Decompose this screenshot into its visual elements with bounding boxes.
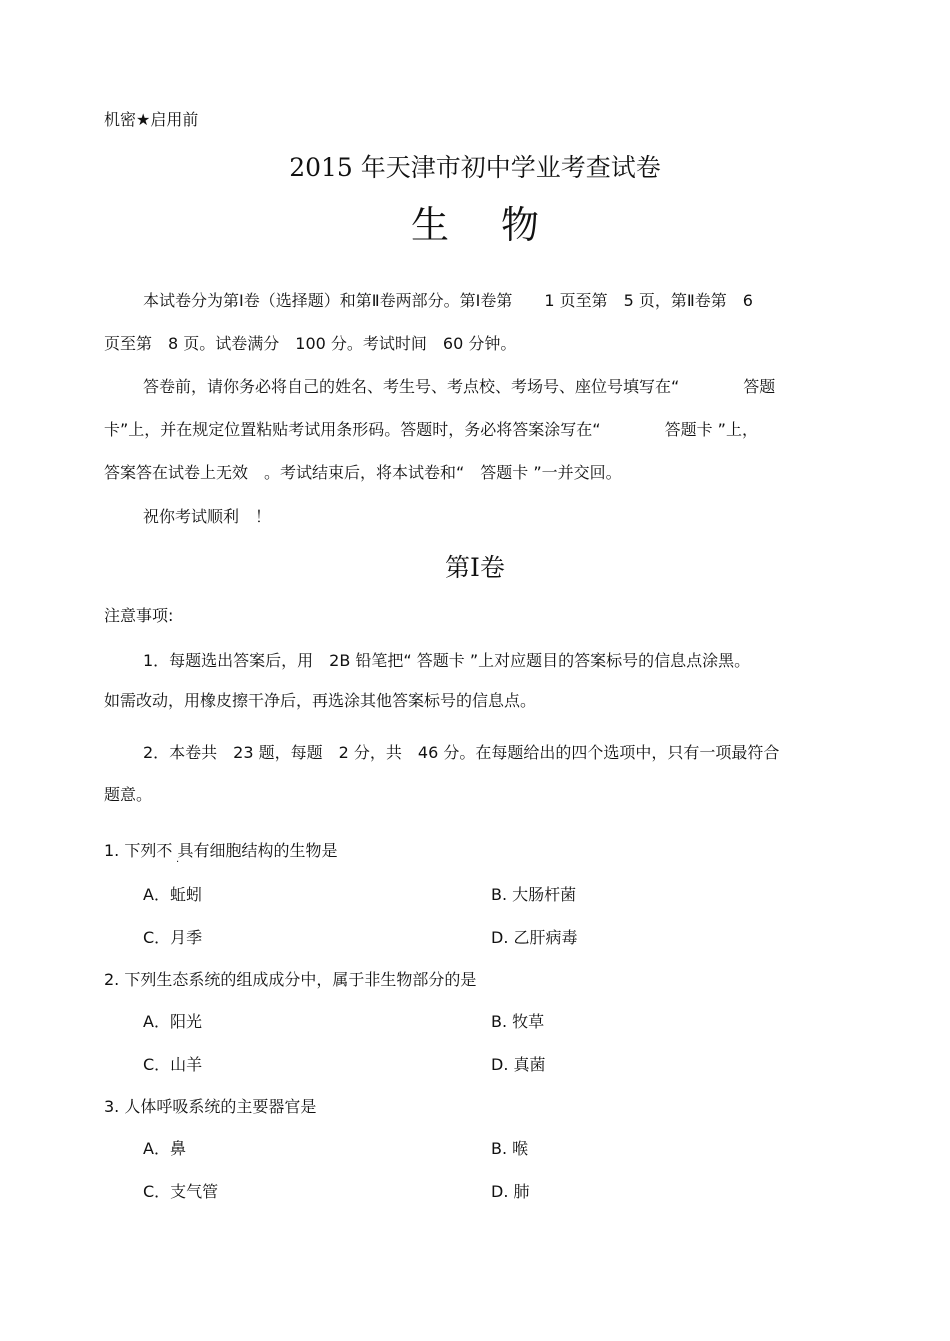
question-1-option-d: D. 乙肝病毒 <box>491 928 578 947</box>
question-2-stem: 2. 下列生态系统的组成成分中，属于非生物部分的是 <box>104 970 477 989</box>
notes-heading: 注意事项: <box>104 606 174 625</box>
confidential-mark: 机密★启用前 <box>104 110 199 129</box>
question-1-option-c: C．月季 <box>143 928 203 947</box>
question-2-option-a: A．阳光 <box>143 1012 202 1031</box>
instruction-paragraph-1-line-2: 页至第 8 页。试卷满分 100 分。考试时间 60 分钟。 <box>104 334 517 353</box>
emphasis-dot: · <box>176 857 180 868</box>
instruction-paragraph-2-line-1: 答卷前，请你务必将自己的姓名、考生号、考点校、考场号、座位号填写在“ 答题 <box>143 377 776 396</box>
question-2-option-b: B. 牧草 <box>491 1012 545 1031</box>
exam-title: 2015 年天津市初中学业考查试卷 <box>289 153 661 182</box>
question-3-stem: 3. 人体呼吸系统的主要器官是 <box>104 1097 317 1116</box>
instruction-paragraph-1-line-1: 本试卷分为第Ⅰ卷（选择题）和第Ⅱ卷两部分。第Ⅰ卷第 1 页至第 5 页，第Ⅱ卷第 6 <box>143 291 753 310</box>
question-3-option-b: B. 喉 <box>491 1139 529 1158</box>
good-luck-text: 祝你考试顺利 ！ <box>143 507 272 526</box>
question-1-stem: 1. 下列不 具有细胞结构的生物是 <box>104 841 338 860</box>
subject-title: 生物 <box>410 203 591 247</box>
instruction-paragraph-2-line-2: 卡”上，并在规定位置粘贴考试用条形码。答题时，务必将答案涂写在“ 答题卡 ”上， <box>104 420 758 439</box>
question-3-option-d: D. 肺 <box>491 1182 530 1201</box>
note-2-line-1: 2．本卷共 23 题，每题 2 分，共 46 分。在每题给出的四个选项中，只有一项最符合 <box>143 743 780 762</box>
question-1-option-a: A．蚯蚓 <box>143 885 202 904</box>
question-3-option-c: C．支气管 <box>143 1182 219 1201</box>
question-1-option-b: B. 大肠杆菌 <box>491 885 577 904</box>
note-2-line-2: 题意。 <box>104 785 153 804</box>
note-1-line-2: 如需改动，用橡皮擦干净后，再选涂其他答案标号的信息点。 <box>104 691 537 710</box>
section-title: 第Ⅰ卷 <box>445 553 505 582</box>
question-2-option-d: D. 真菌 <box>491 1055 546 1074</box>
note-1-line-1: 1．每题选出答案后，用 2B 铅笔把“ 答题卡 ”上对应题目的答案标号的信息点涂黑。 <box>143 651 751 670</box>
instruction-paragraph-2-line-3: 答案答在试卷上无效 。考试结束后，将本试卷和“ 答题卡 ”一并交回。 <box>104 463 622 482</box>
question-3-option-a: A．鼻 <box>143 1139 186 1158</box>
question-2-option-c: C．山羊 <box>143 1055 203 1074</box>
